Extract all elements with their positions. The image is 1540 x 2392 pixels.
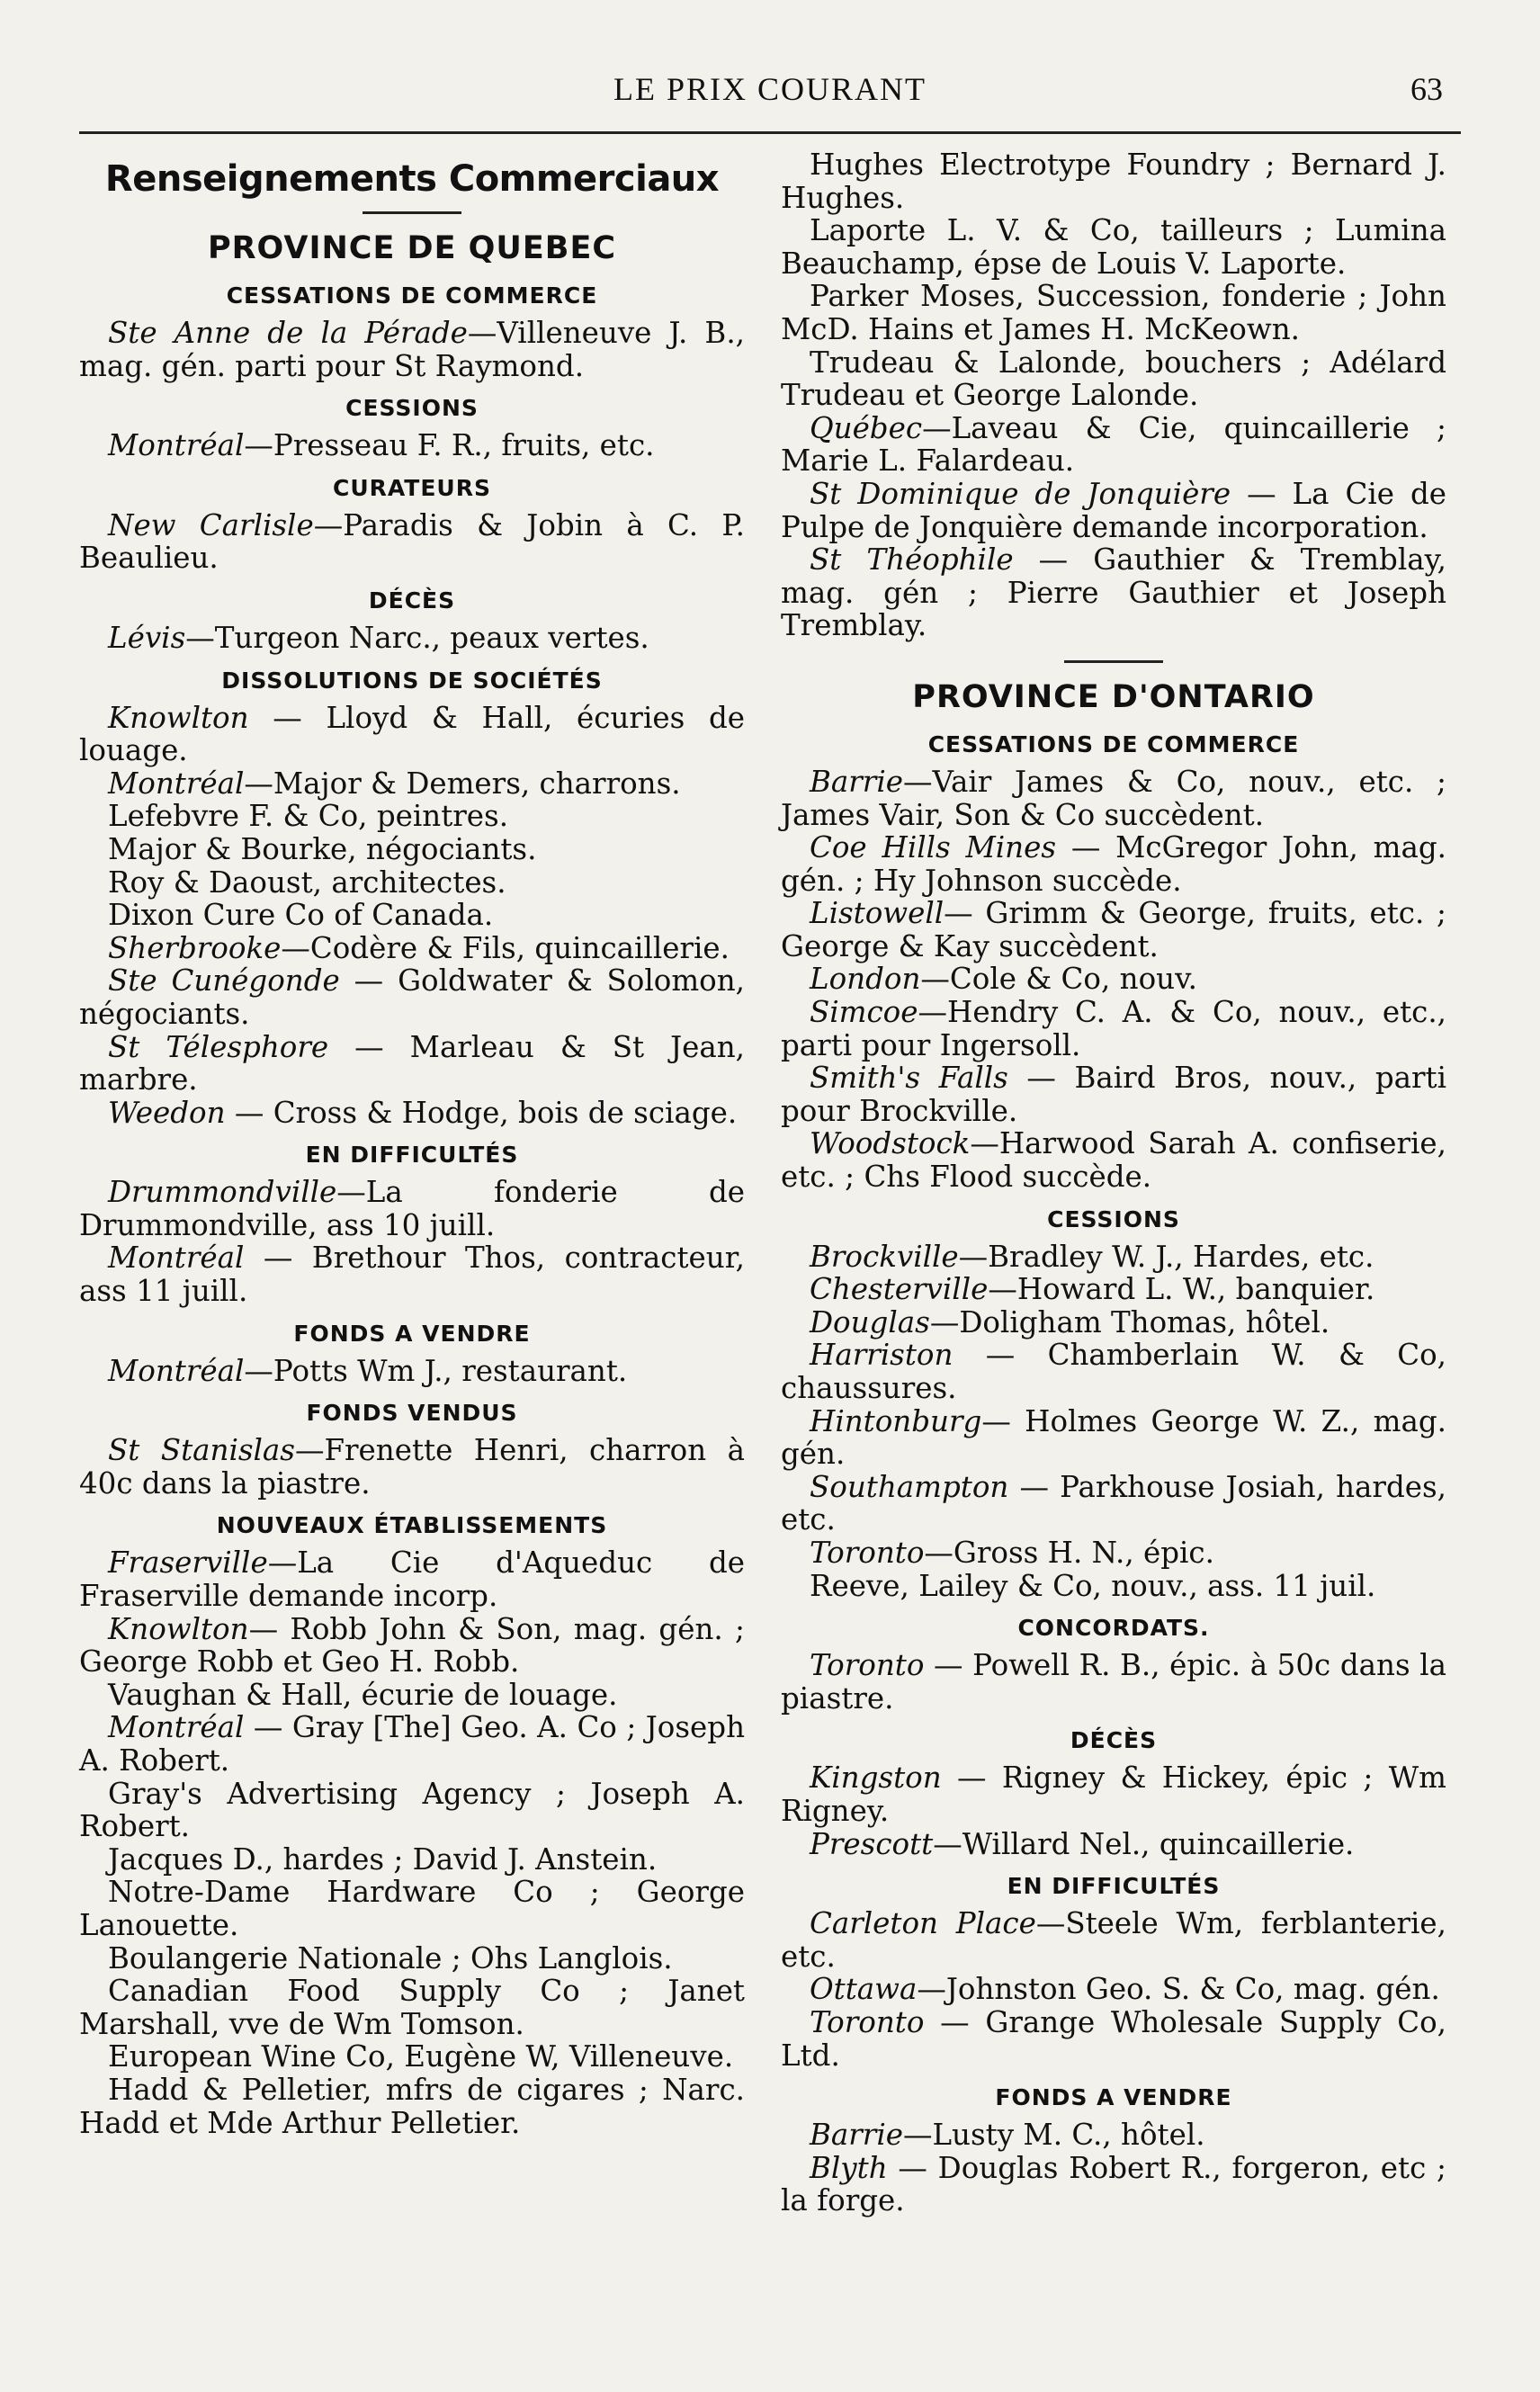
listing-place: Barrie [810, 764, 903, 799]
listing-place: Toronto [810, 2004, 925, 2039]
listing-entry [781, 1471, 1446, 1536]
province-heading-ontario: PROVINCE D'ONTARIO [912, 678, 1315, 715]
section-heading: CONCORDATS. [1017, 1615, 1210, 1642]
listing-text: —Potts Wm J., restaurant. [244, 1353, 628, 1388]
listing-entry [79, 1546, 745, 1612]
listing-text: — Chamberlain W. & Co, chaussures. [781, 1338, 1446, 1405]
listing-entry [79, 1876, 745, 1941]
listing-text: —Gross H. N., épic. [924, 1535, 1214, 1570]
listing-text: —Hendry C. A. & Co, nouv., etc., parti pour Ingersoll. [781, 995, 1446, 1062]
listing-text: Notre-Dame Hardware Co ; George Lanouette. [79, 1875, 745, 1942]
listing-place: Chesterville [810, 1272, 989, 1307]
listing-text: Lefebvre F. & Co, peintres. [108, 799, 509, 834]
listing-entry [79, 1434, 745, 1500]
section-heading: EN DIFFICULTÉS [305, 1142, 519, 1169]
listing-entry [781, 1973, 1446, 2006]
listing-entry [79, 1241, 745, 1307]
divider [363, 211, 461, 214]
listing-text: —Howard L. W., banquier. [988, 1272, 1375, 1307]
ontario-sections [781, 731, 1446, 2217]
listing-entry [781, 412, 1446, 478]
listing-place: Toronto [810, 1648, 925, 1683]
listing-entry [79, 509, 745, 575]
publication-title: LE PRIX COURANT [613, 71, 927, 107]
listing-text: — Rigney & Hickey, épic ; Wm Rigney. [781, 1760, 1446, 1828]
listing-entry [79, 964, 745, 1030]
listing-entry [79, 1031, 745, 1097]
listing-text: Gray's Advertising Agency ; Joseph A. Robert. [79, 1776, 745, 1844]
listing-entry [79, 1843, 745, 1877]
listing-text: — Brethour Thos, contracteur, ass 11 juill. [79, 1241, 745, 1309]
section-heading: DISSOLUTIONS DE SOCIÉTÉS [221, 667, 603, 694]
listing-text: Canadian Food Supply Co ; Janet Marshall, vve de Wm Tomson. [79, 1974, 745, 2041]
listing-entry [781, 214, 1446, 280]
listing-place: Ste Cunégonde [108, 963, 340, 999]
listing-text: — McGregor John, mag. gén. ; Hy Johnson succède. [781, 830, 1446, 898]
listing-text: — Grimm & George, fruits, etc. ; George & Kay succèdent. [781, 896, 1446, 963]
listing-entry [781, 543, 1446, 642]
listing-place: Sherbrooke [108, 930, 282, 965]
listing-entry [781, 897, 1446, 963]
section-heading: CESSIONS [345, 395, 479, 422]
listing-place: Weedon [108, 1095, 226, 1130]
listing-text: —Turgeon Narc., peaux vertes. [185, 620, 649, 655]
listing-place: Smith's Falls [810, 1061, 1008, 1096]
listing-place: Toronto [810, 1535, 925, 1570]
listing-text: —Harwood Sarah A. confiserie, etc. ; Chs Flood succède. [781, 1126, 1446, 1195]
listing-text: — Robb John & Son, mag. gén. ; George Robb et Geo H. Robb. [79, 1611, 745, 1680]
listing-text: —Codère & Fils, quincaillerie. [281, 930, 730, 965]
listing-place: Kingston [810, 1760, 942, 1796]
listing-entry [781, 1570, 1446, 1603]
listing-entry [79, 1176, 745, 1241]
listing-place: Blyth [810, 2150, 888, 2185]
listing-place: Knowlton [108, 700, 249, 735]
listing-entry [781, 1339, 1446, 1404]
listing-text: —Paradis & Jobin à C. P. Beaulieu. [79, 507, 745, 576]
listing-entry [781, 2006, 1446, 2072]
listing-text: — Holmes George W. Z., mag. gén. [781, 1403, 1446, 1472]
section-heading: CESSATIONS DE COMMERCE [226, 282, 598, 309]
listing-place: Montréal [108, 766, 245, 801]
listing-entry [781, 280, 1446, 345]
listing-text: —Villeneuve J. B., mag. gén. parti pour St Raymond. [79, 316, 745, 383]
listing-place: Drummondville [108, 1175, 337, 1210]
listing-text: Hadd & Pelletier, mfrs de cigares ; Narc. Hadd et Mde Arthur Pelletier. [79, 2072, 745, 2140]
listing-entry [79, 866, 745, 900]
listing-place: Fraserville [108, 1545, 268, 1581]
listing-text: —Steele Wm, ferblanterie, etc. [781, 1906, 1446, 1974]
listing-place: Hintonburg [810, 1403, 982, 1438]
listing-entry [79, 1097, 745, 1130]
listing-entry [79, 833, 745, 866]
listing-entry [781, 1062, 1446, 1127]
listing-text: Roy & Daoust, architectes. [108, 865, 506, 900]
listing-entry [79, 899, 745, 932]
listing-entry [79, 2040, 745, 2074]
listing-place: Prescott [810, 1826, 934, 1861]
listing-place: Montréal [108, 428, 245, 463]
listing-place: Carleton Place [810, 1906, 1036, 1941]
listing-entry [781, 1761, 1446, 1827]
listing-place: New Carlisle [108, 507, 314, 542]
masthead: Renseignements Commerciaux [104, 158, 720, 200]
listing-text: —La fonderie de Drummondville, ass 10 juill. [79, 1175, 745, 1242]
listing-entry [781, 1907, 1446, 1973]
listing-entry [781, 1536, 1446, 1570]
listing-text: Hughes Electrotype Foundry ; Bernard J. Hughes. [781, 148, 1446, 215]
listing-entry [79, 1711, 745, 1777]
section-heading: CESSIONS [1047, 1205, 1180, 1232]
listing-place: Harriston [810, 1338, 954, 1373]
listing-entry [781, 1241, 1446, 1274]
listing-entry [781, 1306, 1446, 1339]
listing-entry [781, 766, 1446, 831]
listing-entry [781, 346, 1446, 412]
listing-text: —Laveau & Cie, quincaillerie ; Marie L. Falardeau. [781, 410, 1446, 479]
listing-text: —Frenette Henri, charron à 40c dans la piastre. [79, 1433, 745, 1501]
listing-text: —Cole & Co, nouv. [920, 962, 1197, 997]
listing-place: Montréal [108, 1353, 245, 1388]
listing-place: Montréal [108, 1241, 245, 1276]
listing-text: Parker Moses, Succession, fonderie ; John McD. Hains et James H. McKeown. [781, 279, 1446, 346]
quebec-continuation [781, 148, 1446, 642]
listing-place: St Stanislas [108, 1433, 295, 1468]
listing-entry [79, 317, 745, 382]
listing-text: European Wine Co, Eugène W, Villeneuve. [108, 2039, 734, 2074]
section-heading: CESSATIONS DE COMMERCE [927, 730, 1300, 757]
listing-text: — Gauthier & Tremblay, mag. gén ; Pierre Gauthier et Joseph Tremblay. [781, 542, 1446, 643]
listing-place: Brockville [810, 1239, 959, 1274]
listing-text: — Marleau & St Jean, marbre. [79, 1029, 746, 1097]
listing-entry [79, 1355, 745, 1388]
section-heading: FONDS A VENDRE [995, 2084, 1232, 2111]
listing-place: Listowell [810, 896, 945, 931]
section-heading: DÉCÈS [1070, 1727, 1158, 1754]
listing-text: — La Cie de Pulpe de Jonquière demande incorporation. [781, 476, 1446, 544]
listing-text: — Cross & Hodge, bois de sciage. [225, 1095, 738, 1130]
listing-entry [79, 622, 745, 655]
listing-entry [781, 1828, 1446, 1861]
listing-place: Ste Anne de la Pérade [108, 316, 468, 350]
listing-text: — Baird Bros, nouv., parti pour Brockville. [781, 1061, 1446, 1128]
header-rule [79, 131, 1461, 134]
listing-entry [79, 767, 745, 801]
listing-place: Woodstock [810, 1126, 971, 1161]
listing-text: — Grange Wholesale Supply Co, Ltd. [781, 2004, 1446, 2073]
listing-entry [79, 1679, 745, 1712]
listing-entry [781, 1127, 1446, 1193]
listing-place: Ottawa [810, 1972, 918, 2007]
listing-entry [79, 1942, 745, 1975]
listing-entry [79, 702, 745, 767]
listing-place: St Dominique de Jonquière [810, 476, 1231, 511]
listing-text: — Douglas Robert R., forgeron, etc ; la forge. [781, 2150, 1446, 2218]
listing-text: Boulangerie Nationale ; Ohs Langlois. [108, 1940, 673, 1975]
section-heading: FONDS VENDUS [306, 1400, 518, 1427]
listing-text: — Goldwater & Solomon, négociants. [79, 963, 745, 1031]
running-head [79, 65, 1461, 119]
listing-place: Coe Hills Mines [810, 830, 1057, 865]
section-heading: FONDS A VENDRE [293, 1320, 531, 1347]
province-heading-quebec: PROVINCE DE QUEBEC [207, 230, 617, 266]
listing-place: St Télesphore [108, 1029, 329, 1064]
section-heading: NOUVEAUX ÉTABLISSEMENTS [216, 1512, 608, 1539]
listing-entry [781, 963, 1446, 996]
listing-place: Simcoe [810, 995, 918, 1030]
listing-text: —Presseau F. R., fruits, etc. [244, 428, 655, 463]
section-heading: DÉCÈS [368, 587, 456, 614]
listing-place: Barrie [810, 2118, 903, 2153]
listing-place: Montréal [108, 1710, 245, 1745]
listing-text: Trudeau & Lalonde, bouchers ; Adélard Trudeau et George Lalonde. [781, 345, 1446, 413]
listing-text: — Lloyd & Hall, écuries de louage. [79, 700, 745, 768]
listing-entry [79, 1975, 745, 2040]
listing-text: —Major & Demers, charrons. [244, 766, 681, 801]
listing-text: — Powell R. B., épic. à 50c dans la piastre. [781, 1648, 1446, 1716]
listing-entry [781, 2152, 1446, 2217]
listing-text: Vaughan & Hall, écurie de louage. [108, 1677, 618, 1712]
listing-entry [781, 1273, 1446, 1306]
listing-text: —Doligham Thomas, hôtel. [929, 1304, 1330, 1339]
listing-text: — Parkhouse Josiah, hardes, etc. [781, 1469, 1446, 1537]
listing-entry [79, 429, 745, 462]
listing-place: Douglas [810, 1304, 930, 1339]
listing-text: —Johnston Geo. S. & Co, mag. gén. [917, 1972, 1440, 2007]
listing-text: —Lusty M. C., hôtel. [902, 2118, 1205, 2153]
listing-entry [79, 1778, 745, 1843]
listing-entry [781, 996, 1446, 1062]
listing-text: Laporte L. V. & Co, tailleurs ; Lumina Beauchamp, épse de Louis V. Laporte. [781, 213, 1446, 281]
listing-text: —Vair James & Co, nouv., etc. ; James Vair, Son & Co succèdent. [781, 764, 1446, 832]
listing-entry [781, 2119, 1446, 2152]
listing-entry [79, 2074, 745, 2139]
listing-text: Jacques D., hardes ; David J. Anstein. [108, 1841, 658, 1877]
divider [1064, 660, 1163, 663]
listing-place: Lévis [108, 620, 186, 655]
quebec-sections [79, 282, 745, 2139]
listing-text: Dixon Cure Co of Canada. [108, 898, 494, 933]
listing-entry [781, 1405, 1446, 1471]
listing-place: Québec [810, 410, 923, 445]
listing-text: —La Cie d'Aqueduc de Fraserville demande incorp. [79, 1545, 745, 1614]
listing-place: Knowlton [108, 1611, 249, 1646]
section-heading: CURATEURS [333, 474, 491, 501]
left-column [79, 148, 745, 2139]
listing-entry [781, 478, 1446, 543]
listing-text: —Willard Nel., quincaillerie. [933, 1826, 1355, 1861]
right-column [781, 148, 1446, 2217]
listing-entry [781, 148, 1446, 214]
listing-entry [79, 1613, 745, 1679]
listing-text: Reeve, Lailey & Co, nouv., ass. 11 juil. [810, 1568, 1376, 1603]
listing-entry [781, 1649, 1446, 1715]
listing-text: — Gray [The] Geo. A. Co ; Joseph A. Robert. [79, 1710, 745, 1778]
listing-place: St Théophile [810, 542, 1014, 578]
page-number: 63 [1410, 71, 1443, 107]
listing-entry [79, 932, 745, 965]
section-heading: EN DIFFICULTÉS [1007, 1873, 1221, 1900]
listing-entry [79, 800, 745, 833]
listing-entry [781, 831, 1446, 897]
listing-text: —Bradley W. J., Hardes, etc. [958, 1239, 1374, 1274]
listing-place: Southampton [810, 1469, 1009, 1504]
listing-place: London [810, 962, 921, 997]
listing-text: Major & Bourke, négociants. [108, 831, 537, 866]
